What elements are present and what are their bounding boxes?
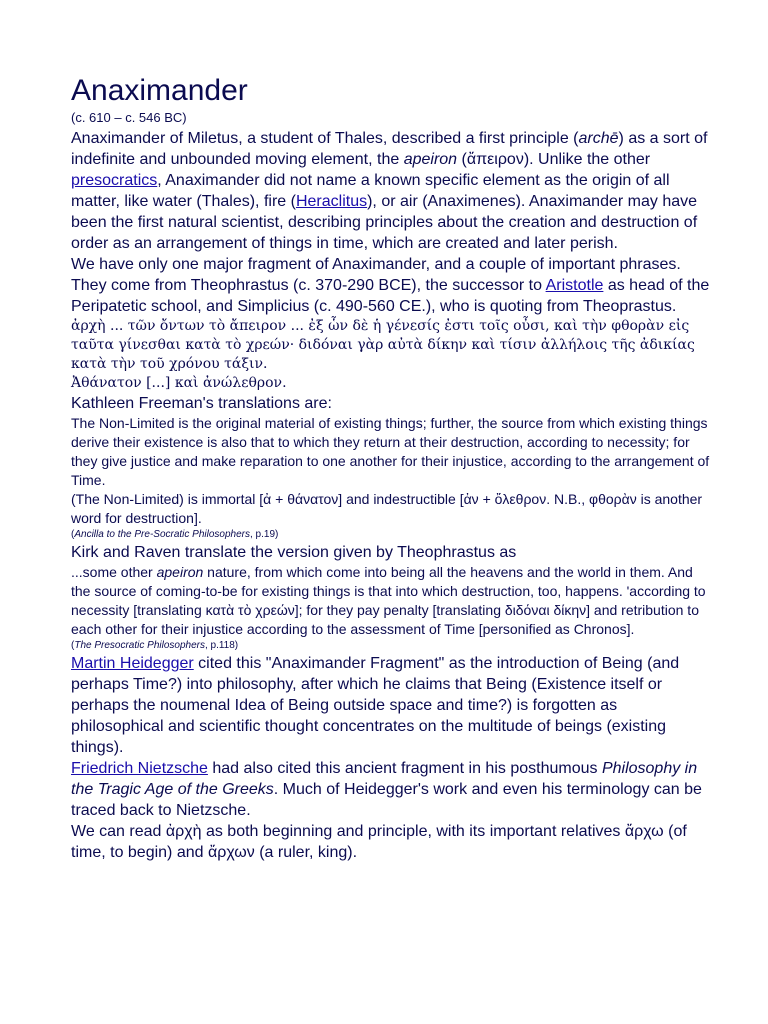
kirk-heading: Kirk and Raven translate the version given by Theophrastus as [71,544,517,561]
link-heraclitus[interactable]: Heraclitus [295,193,368,210]
greek-phrase: Ἀθάνατον [...] καὶ ἀνώλεθρον. [71,375,287,391]
link-friedrich-nietzsche[interactable]: Friedrich Nietzsche [71,760,208,777]
freeman-heading: Kathleen Freeman's translations are: [71,395,332,412]
citation-presocratic: (The Presocratic Philosophers, p.118) [71,640,239,651]
freeman-translation-2: (The Non-Limited) is immortal [ἀ + θάνατον] and indestructible [ἀν + ὄλεθρον. N.B., φθορὰν is another word for destruction]. [71,491,703,526]
freeman-translation-1: The Non-Limited is the original material of existing things; further, the source from which existing things derive their existence is also that to which they return at their destruction, according to necessity; for they give justice and make reparation to one another for their injustice, according to the arrangement of Time. [71,415,710,488]
document-page [71,72,711,863]
kirk-translation: ...some other apeiron nature, from which come into being all the heavens and the world in them. And the source of coming-to-be for existing things is that into which destruction, too, happens. 'according to necessity [translating κατὰ τὸ χρεών]; for they pay penalty [translating διδόναι δίκην] and retribution to each other for their injustice according to the assessment of Time [personified as Chronos]. [71,564,706,637]
dates: (c. 610 – c. 546 BC) [71,110,187,125]
nietzsche-paragraph: Friedrich Nietzsche had also cited this ancient fragment in his posthumous Philosophy in the Tragic Age of the Greeks. Much of Heidegger's work and even his terminology can be traced back to Nietzsche. [71,760,702,819]
greek-fragment: ἀρχὴ ... τῶν ὄντων τὸ ἄπειρον ... ἐξ ὧν δὲ ἡ γένεσίς ἐστι τοῖς οὖσι, καὶ τὴν φθορὰν εἰς ταῦτα γίνεσθαι κατὰ τὸ χρεών· διδόναι γὰρ αὐτὰ δίκην καὶ τίσιν ἀλλήλοις τῆς ἀδικίας κατὰ τὴν τοῦ χρόνου τάξιν. [71,318,695,372]
heidegger-paragraph: Martin Heidegger cited this "Anaximander Fragment" as the introduction of Being (and perhaps Time?) into philosophy, after which he claims that Being (Existence itself or perhaps the noumenal Idea of Being outside space and time?) is forgotten as philosophical and scientific thought concentrates on the multitude of beings (existing things). [71,655,680,756]
fragment-paragraph: We have only one major fragment of Anaximander, and a couple of important phrases. They come from Theophrastus (c. 370-290 BCE), the successor to Aristotle as head of the Peripatetic school, and Simplicius (c. 490-560 CE.), who is quoting from Theoprastus. [71,256,710,315]
citation-ancilla: (Ancilla to the Pre-Socratic Philosophers, p.19) [71,529,279,540]
page-title: Anaximander [71,74,248,107]
closing-paragraph: We can read ἀρχὴ as both beginning and principle, with its important relatives ἄρχω (of time, to begin) and ἄρχων (a ruler, king). [71,823,687,861]
link-aristotle[interactable]: Aristotle [545,277,604,294]
link-martin-heidegger[interactable]: Martin Heidegger [71,655,194,672]
link-presocratics[interactable]: presocratics [71,172,158,189]
intro-paragraph: Anaximander of Miletus, a student of Thales, described a first principle (archē) as a sort of indefinite and unbounded moving element, the apeiron (ἄπειρον). Unlike the other presocratics, Anaximander did not name a known specific element as the origin of all matter, like water (Thales), fire (Heraclitus), or air (Anaximenes). Anaximander may have been the first natural scientist, describing principles about the creation and destruction of order as an arrangement of things in time, which are created and later perish. [71,130,708,252]
